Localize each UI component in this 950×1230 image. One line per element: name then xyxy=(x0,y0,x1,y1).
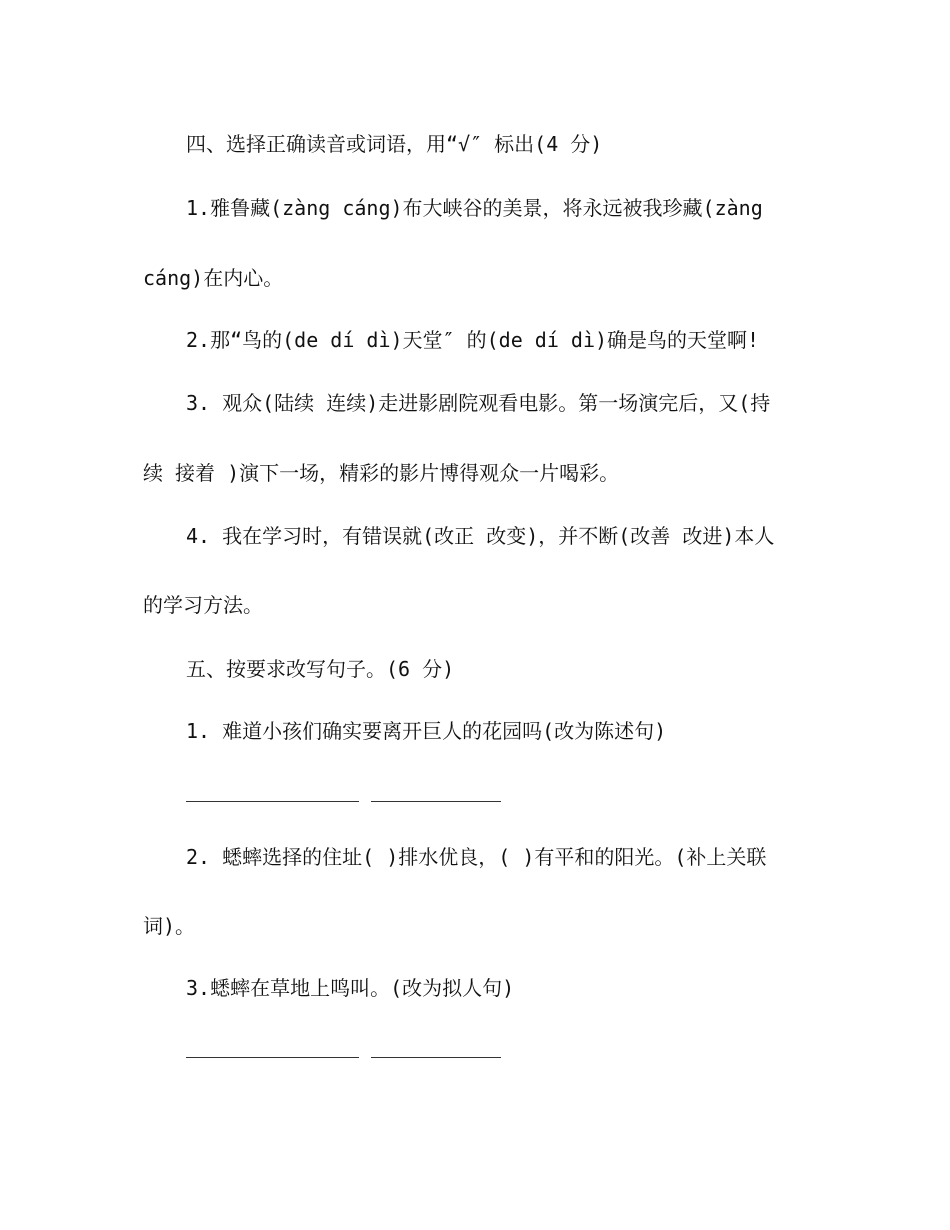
question-4-4-line-1: 4. 我在学习时，有错误就(改正 改变)，并不断(改善 改进)本人 xyxy=(186,524,775,548)
answer-blank-1a xyxy=(186,801,359,802)
question-4-2: 2.那“鸟的(de dí dì)天堂″ 的(de dí dì)确是鸟的天堂啊! xyxy=(186,328,760,352)
question-4-1-line-2: cáng)在内心。 xyxy=(143,266,284,290)
question-4-3-line-1: 3. 观众(陆续 连续)走进影剧院观看电影。第一场演完后，又(持 xyxy=(186,391,771,415)
question-5-1: 1. 难道小孩们确实要离开巨人的花园吗(改为陈述句) xyxy=(186,719,667,743)
answer-blank-3b xyxy=(371,1057,501,1058)
section-5-heading: 五、按要求改写句子。(6 分) xyxy=(186,657,455,681)
question-5-3: 3.蟋蟀在草地上鸣叫。(改为拟人句) xyxy=(186,976,515,1000)
section-4-heading: 四、选择正确读音或词语，用“√″ 标出(4 分) xyxy=(186,132,603,156)
question-4-1-line-1: 1.雅鲁藏(zàng cáng)布大峡谷的美景，将永远被我珍藏(zàng xyxy=(186,196,763,220)
question-4-3-line-2: 续 接着 )演下一场，精彩的影片博得观众一片喝彩。 xyxy=(143,461,620,485)
answer-blank-1b xyxy=(371,801,501,802)
question-5-2-line-1: 2. 蟋蟀选择的住址( )排水优良，( )有平和的阳光。(补上关联 xyxy=(186,845,767,869)
answer-blank-3a xyxy=(186,1057,359,1058)
question-5-2-line-2: 词)。 xyxy=(143,914,196,938)
question-4-4-line-2: 的学习方法。 xyxy=(143,593,263,617)
